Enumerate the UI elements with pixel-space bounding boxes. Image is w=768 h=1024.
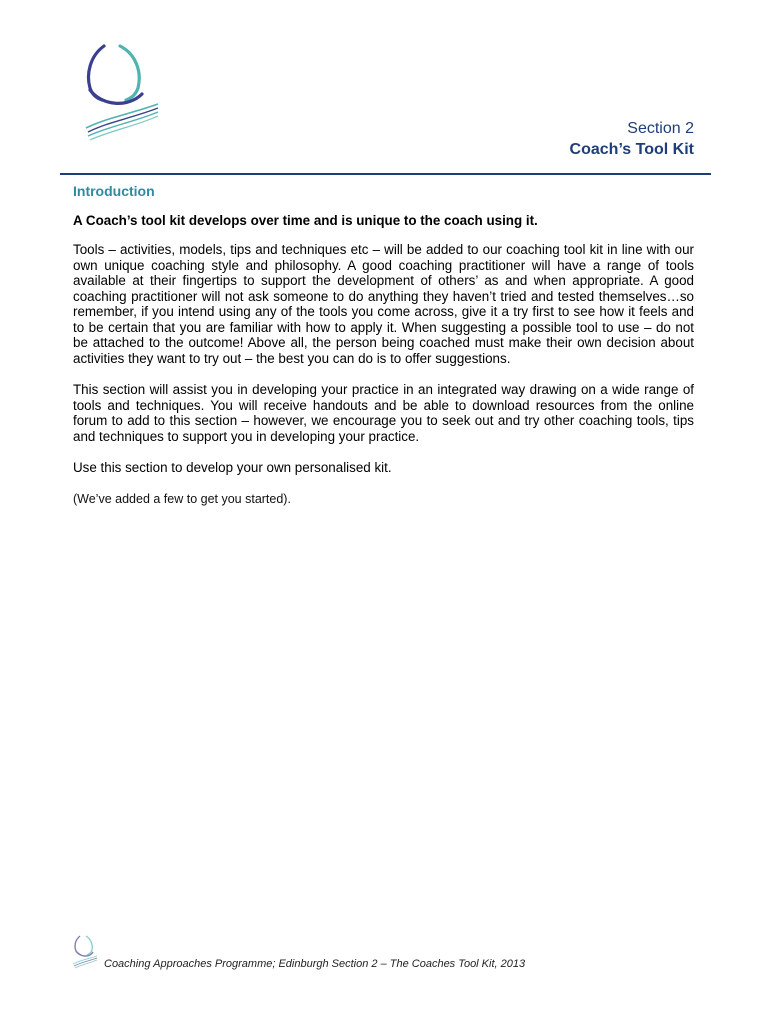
section-heading [570,118,694,160]
page-body [73,184,694,507]
acorn-waves-logo-icon [80,42,160,142]
acorn-waves-small-icon [72,934,98,970]
body-paragraph: Use this section to develop your own personalised kit. [73,460,392,475]
footer-text: Coaching Approaches Programme; Edinburgh Section 2 – The Coaches Tool Kit, 2013 [104,958,526,970]
note-text: (We’ve added a few to get you started). [73,491,291,506]
section-number: Section 2 [627,120,694,137]
body-paragraph: Tools – activities, models, tips and techniques etc – will be added to our coaching tool kit in line with our own unique coaching style and philosophy. A good coaching practitioner will have a range of tools available at their fingertips to support the development of others’ as and when appropriate. A good coaching practitioner will not ask someone to do anything they haven’t tried and tested themselves…so remember, if you intend using any of the tools you come across, give it a try first to see how it feels and to be certain that you are familiar with how to apply it. When suggesting a possible tool to use – do not be attached to the outcome! Above all, the person being coached must make their own decision about activities they want to try out – the best you can do is to offer suggestions. [73,242,694,366]
body-paragraph: This section will assist you in developing your practice in an integrated way drawing on a wide range of tools and techniques. You will receive handouts and be able to download resources from the online forum to add to this section – however, we encourage you to seek out and try other coaching tools, tips and techniques to support you in developing your practice. [73,382,694,444]
header-divider [60,173,711,175]
section-title: Coach’s Tool Kit [569,141,694,158]
page-footer [72,934,632,974]
lead-sentence: A Coach’s tool kit develops over time and is unique to the coach using it. [73,212,538,228]
intro-heading: Introduction [73,183,155,199]
